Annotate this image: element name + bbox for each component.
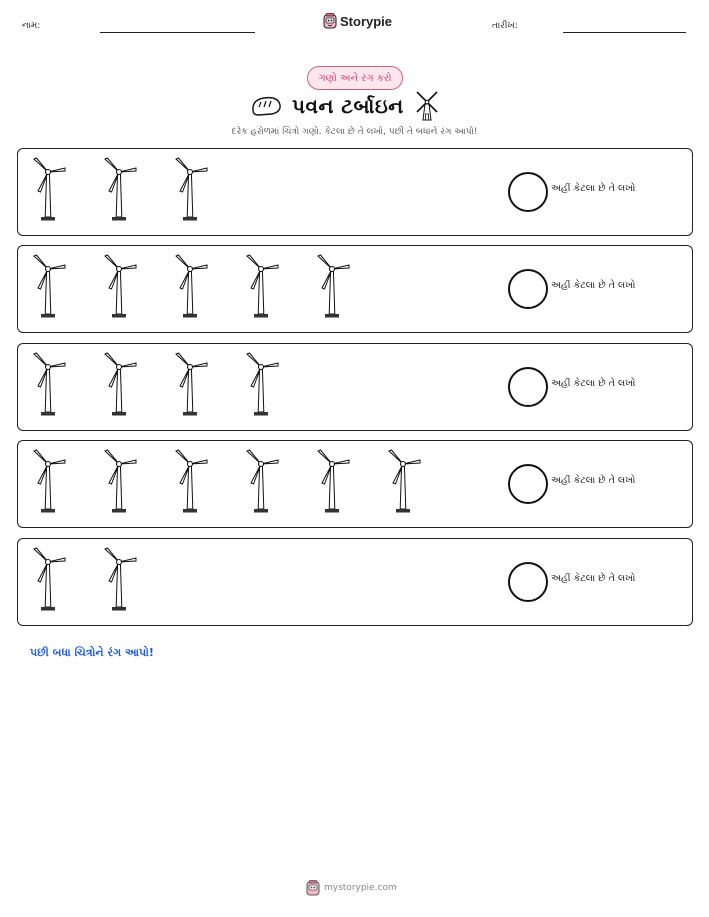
site-footer [306,880,397,896]
count-row-4 [17,440,693,528]
wind-turbine-icon [99,254,170,324]
site-url: mystorypie.com [324,883,397,893]
date-line[interactable] [563,32,686,33]
brand [323,13,392,29]
wind-turbine-icon [383,449,454,519]
footer-note: પછી બધા ચિત્રોને રંગ આપો! [30,646,154,659]
instructions: દરેક હરોળમાં ચિત્રો ગણો. કેટલા છે તે લખો, પછી તે બધાને રંગ આપો! [231,127,478,137]
wind-turbine-icon [241,449,312,519]
wind-turbine-icon [99,547,170,617]
storypie-logo-icon [323,13,337,29]
wind-turbine-icon [170,352,241,422]
answer-circle[interactable] [508,367,548,407]
answer-circle[interactable] [508,464,548,504]
answer-circle[interactable] [508,172,548,212]
count-row-1 [17,148,693,236]
brand-name: Storypie [340,13,393,29]
wind-turbine-icon [312,254,383,324]
wind-turbine-icon [241,352,312,422]
wind-turbine-icon [170,157,241,227]
turbine-group [28,352,312,422]
wind-turbine-icon [312,449,383,519]
title-row [250,90,460,122]
name-line[interactable] [100,32,255,33]
wind-turbine-icon [170,254,241,324]
wind-turbine-icon [99,352,170,422]
wind-turbine-icon [28,157,99,227]
turbine-group [28,449,454,519]
storypie-logo-icon [306,880,320,896]
count-row-2 [17,245,693,333]
count-row-5 [17,538,693,626]
wind-turbine-icon [99,157,170,227]
answer-prompt: અહીં કેટલા છે તે લખો [551,573,636,584]
turbine-group [28,254,383,324]
turbine-group [28,547,170,617]
answer-prompt: અહીં કેટલા છે તે લખો [551,475,636,486]
wind-turbine-icon [28,547,99,617]
wind-turbine-icon [241,254,312,324]
wind-turbine-icon [170,449,241,519]
answer-prompt: અહીં કેટલા છે તે લખો [551,183,636,194]
wind-turbine-icon [99,449,170,519]
wind-turbine-icon [28,254,99,324]
windmill-icon [414,90,440,122]
bread-icon [250,95,282,117]
answer-circle[interactable] [508,269,548,309]
wind-turbine-icon [28,449,99,519]
answer-prompt: અહીં કેટલા છે તે લખો [551,378,636,389]
date-label: તારીખ: [492,21,518,31]
answer-prompt: અહીં કેટલા છે તે લખો [551,280,636,291]
page-title: પવન ટર્બાઇન [292,94,404,118]
wind-turbine-icon [28,352,99,422]
name-label: નામ: [22,21,41,31]
count-row-3 [17,343,693,431]
worksheet-tag: ગણો અને રંગ કરો [307,66,403,90]
turbine-group [28,157,241,227]
answer-circle[interactable] [508,562,548,602]
